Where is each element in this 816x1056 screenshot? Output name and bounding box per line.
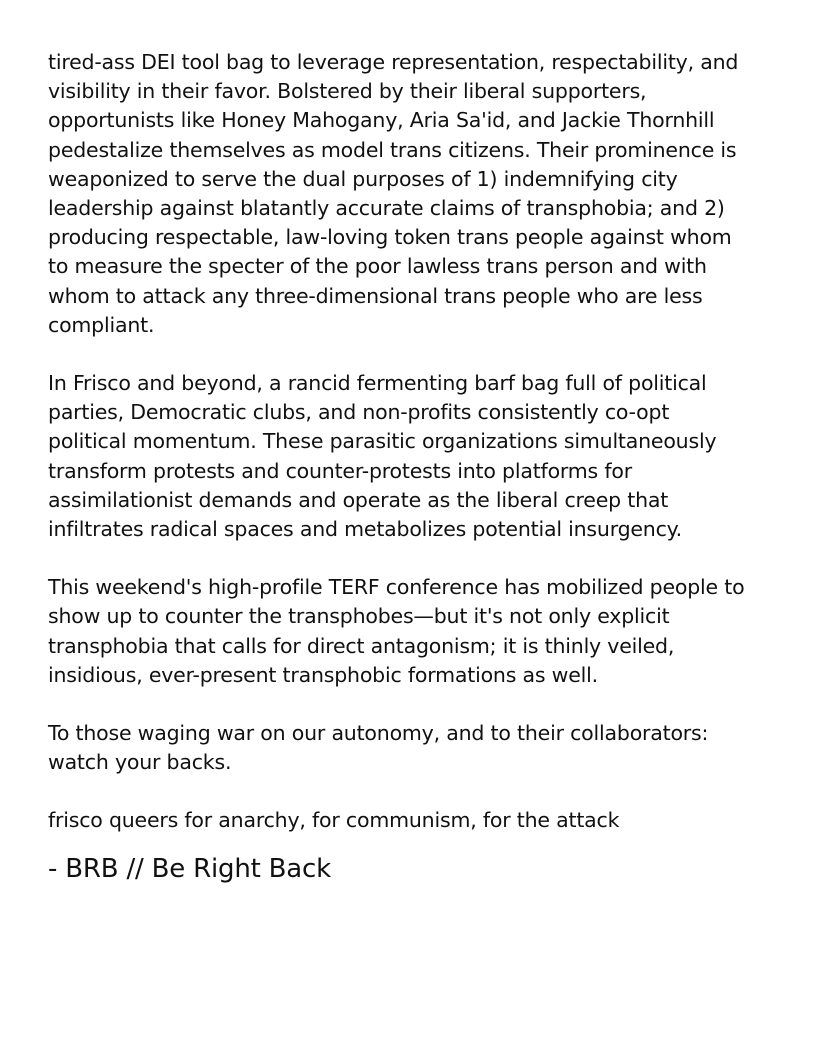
text-line: compliant. [48,312,155,337]
signature: - BRB // Be Right Back [48,853,331,884]
text-line: whom to attack any three-dimensional trans people who are less [48,283,703,308]
text-line: assimilationist demands and operate as the liberal creep that [48,487,669,512]
closing-line: frisco queers for anarchy, for communism, for the attack [48,808,620,833]
paragraph-4 [48,719,778,777]
paragraph-1 [48,48,778,340]
text-line: transphobia that calls for direct antagonism; it is thinly veiled, [48,633,675,658]
text-line: political momentum. These parasitic organizations simultaneously [48,429,717,454]
text-line: to measure the specter of the poor lawless trans person and with [48,254,707,279]
text-line: tired-ass DEI tool bag to leverage representation, respectability, and [48,50,739,74]
text-line: infiltrates radical spaces and metabolizes potential insurgency. [48,517,682,542]
paragraph-3 [48,573,778,690]
paragraph-2 [48,369,778,544]
text-line: To those waging war on our autonomy, and to their collaborators: [48,721,709,746]
text-line: insidious, ever-present transphobic formations as well. [48,662,598,687]
text-line: producing respectable, law-loving token trans people against whom [48,225,732,250]
text-line: visibility in their favor. Bolstered by their liberal supporters, [48,79,647,104]
text-line: transform protests and counter-protests into platforms for [48,458,632,483]
text-line: In Frisco and beyond, a rancid fermenting barf bag full of political [48,371,707,396]
text-line: show up to counter the transphobes—but it's not only explicit [48,604,670,629]
text-line: parties, Democratic clubs, and non-profits consistently co-opt [48,400,670,425]
text-line: pedestalize themselves as model trans citizens. Their prominence is [48,137,737,162]
text-line: weaponized to serve the dual purposes of 1) indemnifying city [48,166,678,191]
text-line: leadership against blatantly accurate claims of transphobia; and 2) [48,196,725,221]
text-line: This weekend's high-profile TERF conference has mobilized people to [48,575,745,600]
text-line: opportunists like Honey Mahogany, Aria Sa'id, and Jackie Thornhill [48,108,715,133]
text-line: watch your backs. [48,750,232,775]
document-page [48,48,778,886]
